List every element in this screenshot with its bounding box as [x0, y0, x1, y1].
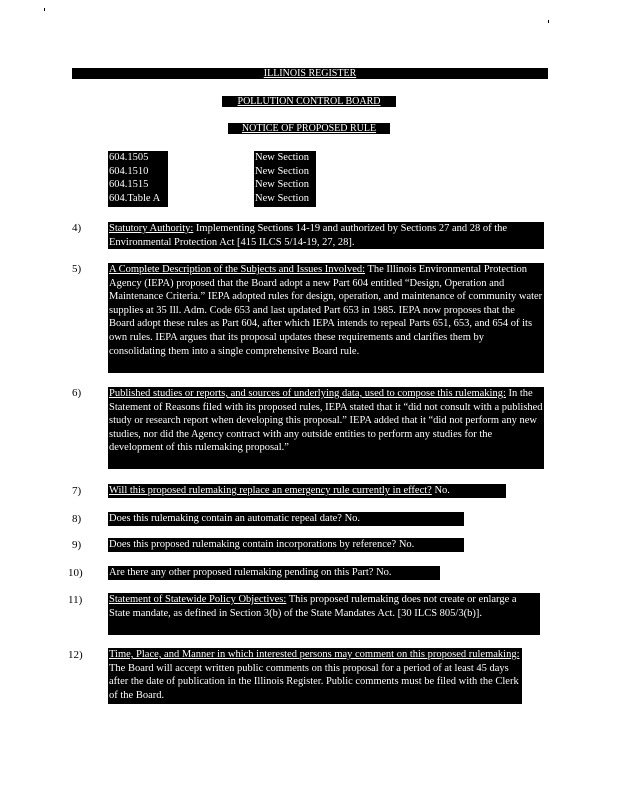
section-number: 604.Table A [109, 192, 161, 204]
item-text: In the Statement of Reasons filed with its proposed rules, IEPA stated that it “did not consult with a published study or research report when developing this proposal.” IEPA added that it “did not perform any new studies, nor did the Agency contract with any outside entities to perform any studies for the development of this rulemaking proposal.” [109, 388, 543, 454]
item-heading: Will this proposed rulemaking replace an emergency rule currently in effect? [109, 485, 432, 496]
item-text: No. [341, 513, 361, 524]
section-action: New Section [255, 152, 309, 163]
item-heading: Published studies or reports, and sources of underlying data, used to compose this rulemaking: [109, 388, 506, 399]
notice-title: NOTICE OF PROPOSED RULE [228, 123, 390, 134]
item-heading: Are there any other proposed rulemaking pending on this Part? [109, 567, 374, 578]
item-pending-rulemaking [108, 566, 440, 580]
item-incorporations [108, 538, 464, 552]
item-text: No. [373, 567, 392, 578]
item-number: 4) [72, 222, 82, 234]
item-heading: A Complete Description of the Subjects and Issues Involved: [109, 264, 366, 275]
item-number: 11) [68, 594, 83, 606]
item-emergency-rule [108, 484, 506, 498]
register-title: ILLINOIS REGISTER [72, 68, 548, 79]
item-number: 5) [72, 263, 82, 275]
section-action: New Section [255, 179, 309, 191]
item-text: No. [396, 539, 415, 550]
item-number: 9) [72, 539, 82, 551]
board-title: POLLUTION CONTROL BOARD [222, 96, 396, 107]
item-statutory-authority [108, 222, 544, 249]
item-published-studies [108, 387, 544, 469]
item-heading: Statutory Authority: [109, 223, 194, 234]
item-public-comments [108, 648, 522, 704]
item-text: The Illinois Environmental Protection Agency (IEPA) proposed that the Board adopt a new Part 604 entitled “Design, Operation and Maintenance Criteria.” IEPA adopted rules for design, operation, and maintenance of community water supplies at 35 Ill. Adm. Code 653 and last updated Part 653 in 1985. IEPA now proposes that the Board adopt these rules as Part 604, after which IEPA intends to repeal Parts 651, 653, and 654 of its own rules. IEPA argues that its proposal updates these requirements and clarifies them by consolidating them into a single comprehensive Board rule. [109, 264, 543, 357]
item-automatic-repeal [108, 512, 464, 526]
section-number-column [108, 151, 168, 207]
item-text: This proposed rulemaking does not create or enlarge a State mandate, as defined in Section 3(b) of the State Mandates Act. [30 ILCS 805/3(b)]. [109, 594, 517, 619]
item-number: 10) [68, 567, 83, 579]
item-heading: Statement of Statewide Policy Objectives: [109, 594, 287, 605]
section-action-column [254, 151, 316, 207]
item-description-subjects [108, 263, 544, 373]
item-statewide-policy [108, 593, 540, 635]
item-number: 8) [72, 513, 82, 525]
item-heading: Does this proposed rulemaking contain incorporations by reference? [109, 539, 397, 550]
scan-speck [548, 20, 549, 23]
item-number: 6) [72, 387, 82, 399]
section-number: 604.1515 [109, 179, 149, 191]
item-text: No. [431, 485, 450, 496]
item-heading: Time, Place, and Manner in which interested persons may comment on this proposed rulemaking: [109, 649, 520, 660]
item-text: Implementing Sections 14-19 and authorized by Sections 27 and 28 of the Environmental Protection Act [415 ILCS 5/14-19, 27, 28]. [109, 223, 508, 248]
section-action: New Section [255, 192, 309, 204]
item-text: The Board will accept written public comments on this proposal for a period of at least 45 days after the date of publication in the Illinois Register. Public comments must be filed with the Clerk of the Board. [109, 662, 519, 701]
section-number: 604.1510 [109, 165, 149, 177]
section-number: 604.1505 [109, 152, 149, 163]
item-number: 7) [72, 485, 82, 497]
scan-speck [44, 8, 45, 11]
section-action: New Section [255, 165, 309, 177]
item-heading: Does this rulemaking contain an automatic repeal date? [109, 513, 342, 524]
item-number: 12) [68, 649, 83, 661]
